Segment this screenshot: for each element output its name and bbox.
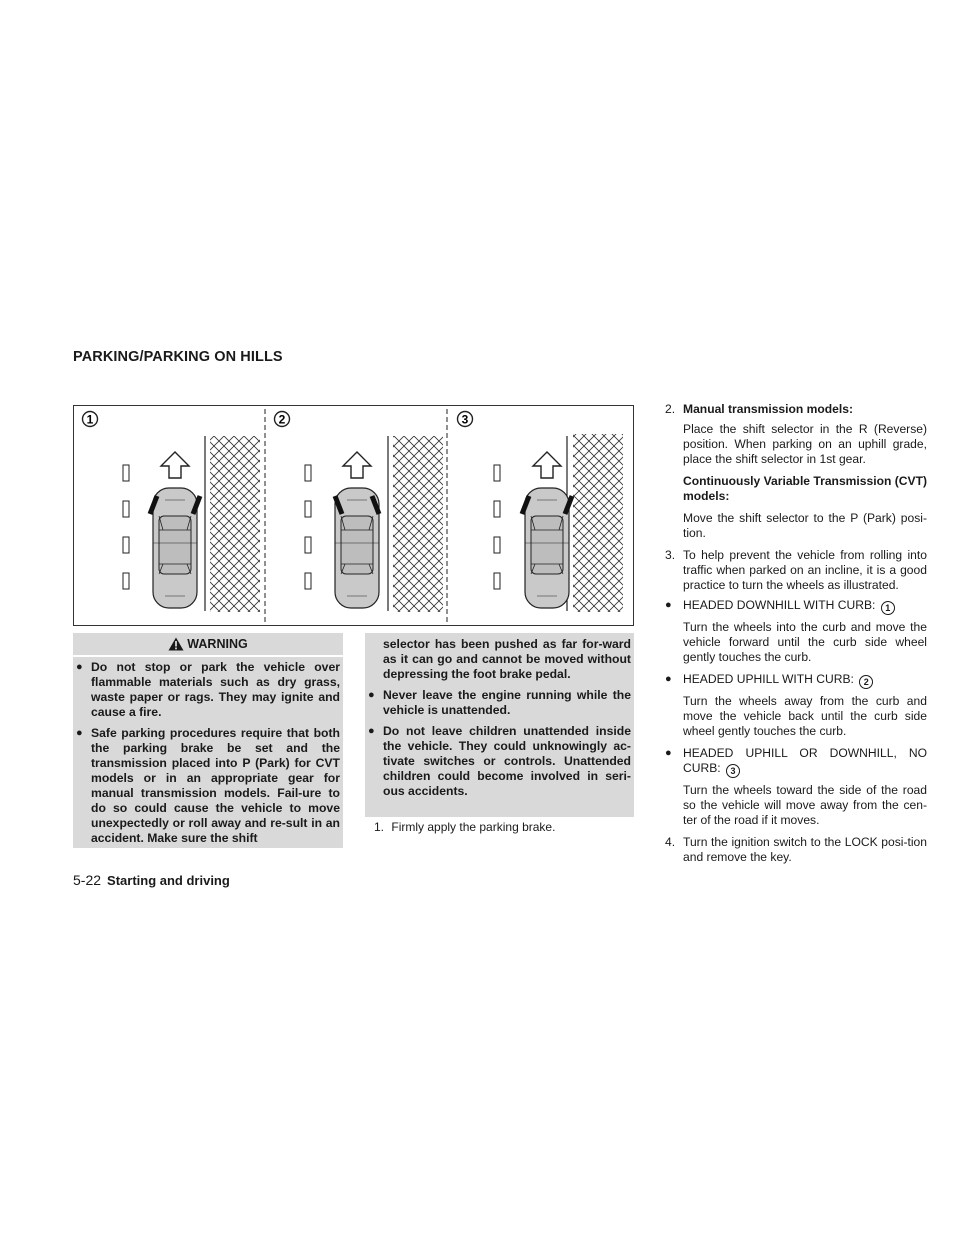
- case-text: Turn the wheels away from the curb and move the vehicle back until the curb side wheel gently touches the curb.: [683, 694, 927, 738]
- ref-number-icon: 2: [859, 675, 873, 689]
- case-text: Turn the wheels into the curb and move the vehicle forward until the curb side wheel gently touches the curb.: [683, 620, 927, 664]
- car-icon: [153, 488, 197, 608]
- bullet-icon: ●: [368, 725, 375, 737]
- page-footer: [73, 872, 230, 888]
- case-label: ● HEADED UPHILL OR DOWNHILL, NO CURB: 3: [665, 746, 927, 776]
- warning-header: [73, 633, 343, 657]
- panel-number: 2: [278, 412, 286, 427]
- step-1: 1. Firmly apply the parking brake.: [374, 820, 556, 834]
- panel-number: 3: [461, 412, 469, 427]
- case-label: ● HEADED DOWNHILL WITH CURB: 1: [665, 598, 927, 615]
- panel-3: [458, 412, 624, 613]
- bullet-icon: ●: [665, 673, 672, 685]
- panel-1: [83, 412, 261, 613]
- step-2: 2. Manual transmission models:: [665, 402, 854, 416]
- warning-item: ● Do not stop or park the vehicle over flammable materials such as dry grass, waste paper or rags. They may ignite and cause a fire.: [76, 660, 340, 719]
- bullet-icon: ●: [368, 689, 375, 701]
- car-icon: [525, 488, 569, 608]
- chapter-title: Starting and driving: [107, 873, 230, 888]
- warning-item: ● Never leave the engine running while the vehicle is unattended.: [368, 688, 631, 717]
- warning-item-continued: selector has been pushed as far for-ward as it can go and cannot be moved without depressing the foot brake pedal.: [383, 637, 631, 681]
- section-title: PARKING/PARKING ON HILLS: [73, 349, 283, 365]
- curb-hatch: [210, 436, 260, 612]
- step-4: 4. Turn the ignition switch to the LOCK posi-tion and remove the key.: [665, 835, 927, 864]
- step-3: 3. To help prevent the vehicle from rolling into traffic when parked on an incline, it is a good practice to turn the wheels as illustrated.: [665, 548, 927, 592]
- bullet-icon: ●: [665, 599, 672, 611]
- right-column: [665, 402, 927, 870]
- warning-item: ● Do not leave children unattended inside the vehicle. They could unknowingly ac-tivate switches or controls. Unattended children could become involved in seri-ous accidents.: [368, 724, 631, 798]
- parking-diagram: [74, 406, 635, 627]
- parking-illustration: [73, 405, 634, 626]
- warning-list: [365, 633, 634, 799]
- bullet-icon: ●: [665, 747, 672, 759]
- bullet-icon: ●: [76, 661, 83, 673]
- page-number: 5-22: [73, 872, 102, 888]
- car-icon: [335, 488, 379, 608]
- road-edge-hatch: [573, 434, 623, 612]
- warning-box: [73, 633, 343, 848]
- case-label: ● HEADED UPHILL WITH CURB: 2: [665, 672, 927, 689]
- bullet-icon: ●: [76, 727, 83, 739]
- warning-list: [73, 657, 343, 846]
- panel-number: 1: [86, 412, 94, 427]
- case-text: Turn the wheels toward the side of the road so the vehicle will move away from the cen-ter of the road if it moves.: [683, 783, 927, 827]
- step-2-cvt-text: Move the shift selector to the P (Park) posi-tion.: [683, 511, 927, 540]
- panel-2: [275, 412, 444, 613]
- ref-number-icon: 3: [726, 764, 740, 778]
- ref-number-icon: 1: [881, 601, 895, 615]
- warning-title: WARNING: [187, 637, 248, 651]
- step-2-cvt-heading: Continuously Variable Transmission (CVT) models:: [683, 474, 927, 503]
- curb-hatch: [393, 436, 443, 612]
- step-2-text: Place the shift selector in the R (Reverse) position. When parking on an uphill grade, place the shift selector in 1st gear.: [683, 422, 927, 466]
- warning-triangle-icon: [168, 637, 184, 651]
- warning-box-continued: [365, 633, 634, 817]
- warning-item: ● Safe parking procedures require that both the parking brake be set and the transmission placed into P (Park) for CVT models or in an appropriate gear for manual transmission models. Fail-ure to do so could cause the vehicle to move unexpectedly or roll away and re-sult in an accident. Make sure the shift: [76, 726, 340, 845]
